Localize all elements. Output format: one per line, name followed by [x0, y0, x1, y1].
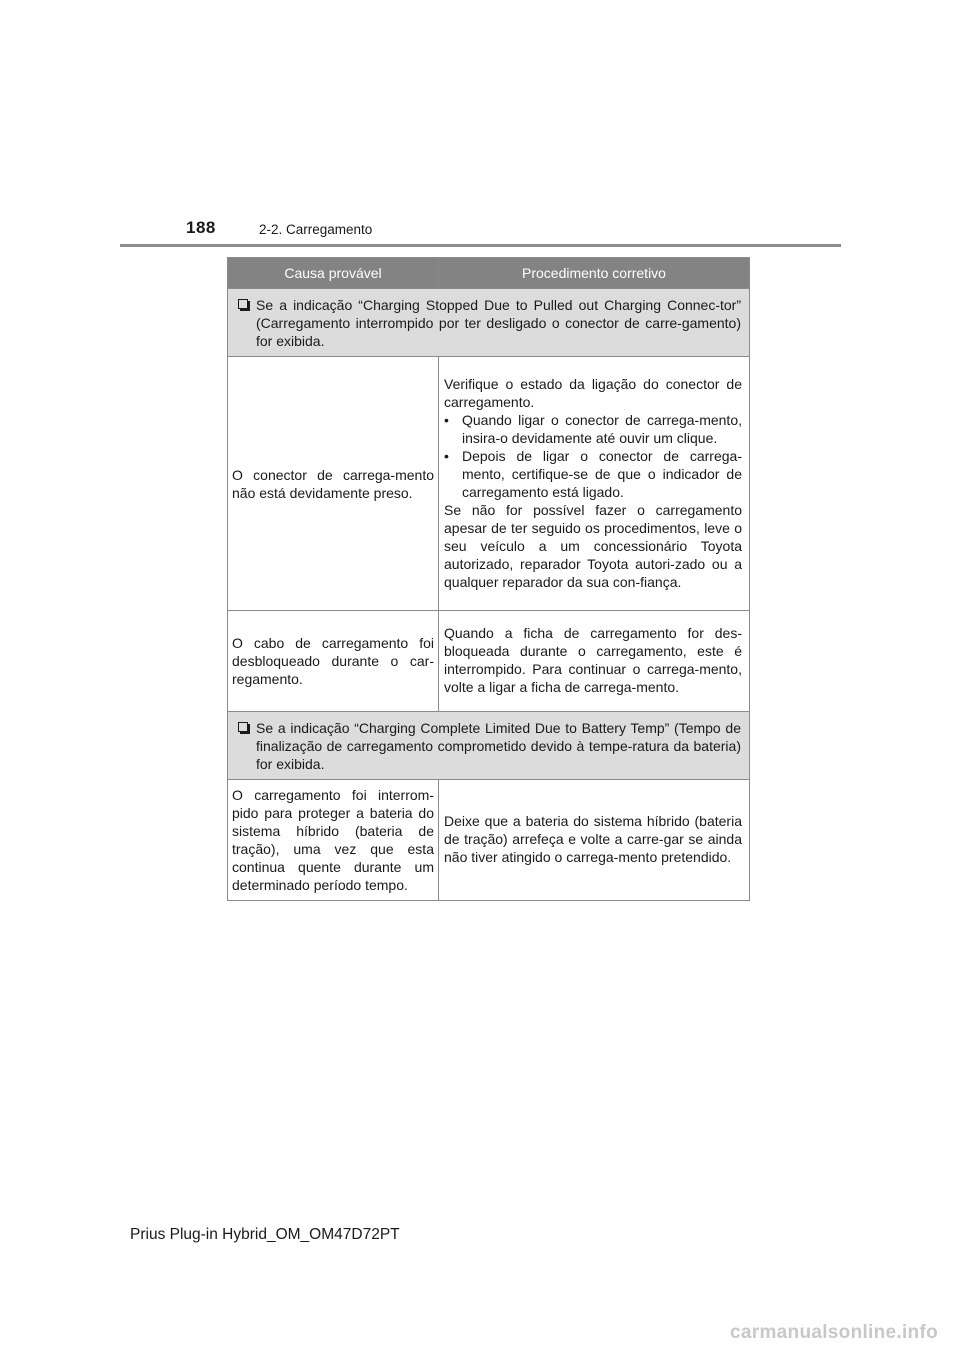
section-heading-cell — [228, 289, 750, 357]
table-header-row — [228, 258, 750, 289]
checkbox-bullet-icon — [238, 722, 248, 732]
procedure-outro: Se não for possível fazer o carregamento apesar de ter seguido os procedimentos, leve o seu veículo a um concessionário Toyota autorizado, reparador Toyota autori-zado ou a qualquer reparador da sua con-fiança. — [444, 501, 742, 590]
section-heading-cell — [228, 712, 750, 780]
cause-procedure-table — [227, 257, 750, 901]
procedure-intro: Quando a ficha de carregamento for des-bloqueada durante o carregamento, este é interrompido. Para continuar o carrega-mento, volte a ligar a ficha de carrega-mento. — [444, 625, 742, 695]
procedure-cell — [439, 780, 750, 901]
procedure-bullet-text: Depois de ligar o conector de carrega-mento, certifique-se de que o indicador de carregamento está ligado. — [462, 447, 742, 500]
section-heading-text: Se a indicação “Charging Stopped Due to Pulled out Charging Connec-tor” (Carregamento interrompido por ter desligado o conector de carre-gamento) for exibida. — [256, 297, 741, 349]
procedure-bullet — [444, 447, 742, 501]
watermark: carmanualsonline.info — [730, 1322, 938, 1343]
section-heading-text: Se a indicação “Charging Complete Limited Due to Battery Temp” (Tempo de finalização de carregamento comprometido devido à tempe-ratura da bateria) for exibida. — [256, 720, 741, 772]
header-rule — [120, 244, 841, 247]
procedure-intro: Deixe que a bateria do sistema híbrido (bateria de tração) arrefeça e volte a carre-gar se ainda não tiver atingido o carrega-mento pretendido. — [444, 813, 742, 865]
procedure-cell — [439, 611, 750, 712]
checkbox-bullet-icon — [238, 299, 248, 309]
table-row — [228, 357, 750, 611]
section-title: 2-2. Carregamento — [259, 222, 373, 237]
page-number: 188 — [186, 218, 216, 237]
cause-cell: O conector de carrega-mento não está devidamente preso. — [228, 357, 439, 611]
cause-cell: O cabo de carregamento foi desbloqueado durante o car-regamento. — [228, 611, 439, 712]
column-header-cause: Causa provável — [228, 258, 439, 289]
procedure-bullet — [444, 411, 742, 447]
procedure-cell — [439, 357, 750, 611]
table-row — [228, 611, 750, 712]
procedure-intro: Verifique o estado da ligação do conector de carregamento. — [444, 375, 742, 410]
procedure-bullet-text: Quando ligar o conector de carrega-mento, insira-o devidamente até ouvir um clique. — [462, 411, 742, 446]
cause-cell: O carregamento foi interrom-pido para proteger a bateria do sistema híbrido (bateria de tração), uma vez que esta continua quente durante um determinado período tempo. — [228, 780, 439, 901]
table-row — [228, 780, 750, 901]
footer-model-code: Prius Plug-in Hybrid_OM_OM47D72PT — [130, 1226, 400, 1243]
section-row — [228, 289, 750, 357]
bullet-dot: • — [444, 447, 449, 464]
column-header-procedure: Procedimento corretivo — [439, 258, 750, 289]
section-row — [228, 712, 750, 780]
bullet-dot: • — [444, 411, 449, 428]
